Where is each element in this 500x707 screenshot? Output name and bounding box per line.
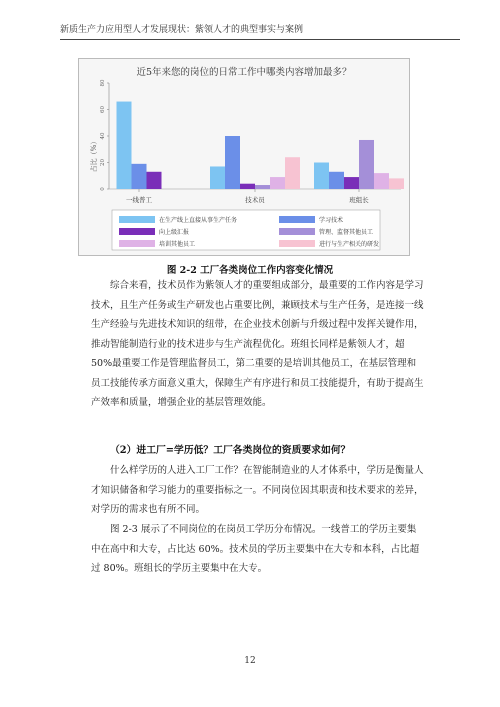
legend-label-5: 进行与生产相关的研发 — [319, 241, 380, 248]
x-tick-label: 班组长 — [349, 196, 369, 204]
y-tick-label: 0 — [100, 187, 106, 191]
bar-2-3 — [359, 140, 374, 189]
chart-title: 近5年来您的岗位的日常工作中哪类内容增加最多？ — [136, 67, 352, 78]
paragraph-2: 什么样学历的人进入工厂工作？在智能制造业的人才体系中，学历是衡量人才知识储备和学习能力的重要指标之一。不同岗位因其职责和技术要求的差异，对学历的需求也有所不同。 — [91, 465, 424, 515]
y-tick-label: 60 — [100, 106, 106, 113]
chart-panel — [78, 58, 410, 256]
bar-1-4 — [270, 177, 285, 189]
legend-swatch-2 — [119, 228, 155, 235]
y-tick-label: 80 — [100, 79, 106, 87]
legend-label-0: 在生产线上直接从事生产任务 — [159, 217, 238, 224]
legend-label-2: 向上级汇报 — [159, 229, 190, 236]
legend-label-3: 管理、监督其他员工 — [319, 229, 374, 236]
bar-2-1 — [329, 172, 344, 189]
legend-swatch-1 — [279, 216, 315, 223]
legend-swatch-4 — [119, 240, 155, 247]
bar-2-0 — [314, 163, 329, 190]
running-header: 新质生产力应用型人才发展现状：紫领人才的典型事实与案例 — [60, 22, 460, 40]
bar-2-2 — [344, 177, 359, 189]
bar-0-1 — [132, 164, 147, 189]
bar-1-1 — [225, 136, 240, 189]
bar-2-5 — [389, 178, 404, 189]
section-heading: （2）进工厂=学历低？工厂各类岗位的资质要求如何？ — [110, 445, 351, 456]
legend-swatch-0 — [119, 216, 155, 223]
page-number: 12 — [244, 656, 256, 666]
bar-0-2 — [147, 172, 162, 189]
bar-1-3 — [255, 185, 270, 189]
x-tick-label: 一线普工 — [126, 196, 152, 204]
bar-1-2 — [240, 184, 255, 189]
y-axis-label: 占比（%） — [90, 137, 98, 173]
bar-0-0 — [117, 102, 132, 189]
legend-swatch-5 — [279, 240, 315, 247]
y-tick-label: 20 — [100, 159, 106, 166]
legend-label-4: 培训其他员工 — [159, 241, 196, 248]
paragraph-3: 图 2-3 展示了不同岗位的在岗员工学历分布情况。一线普工的学历主要集中在高中和大专，占比达 60%。技术员的学历主要集中在大专和本科，占比超过 80%。班组长的学历主要集中在大专。 — [91, 524, 420, 574]
legend-swatch-3 — [279, 228, 315, 235]
figure-caption: 图 2-2 工厂各类岗位工作内容变化情况 — [166, 265, 334, 276]
bar-1-5 — [285, 157, 300, 189]
bar-1-0 — [210, 166, 225, 189]
y-tick-label: 40 — [100, 132, 106, 140]
legend-label-1: 学习技术 — [319, 217, 344, 224]
x-tick-label: 技术员 — [245, 196, 265, 204]
paragraph-1: 综合来看，技术员作为紫领人才的重要组成部分，最重要的工作内容是学习技术，且生产任务或生产研发也占重要比例，兼顾技术与生产任务，是连接一线生产经验与先进技术知识的纽带，在企业技术创新与升级过程中发挥关键作用，推动智能制造行业的技术进步与生产流程优化。班组长同样是紫领人才，超 50%最重要工作是管理监督员工，第二重要的是培训其他员工，在基层管理和员工技能传承方面意义重大，保障生产有序进行和员工技能提升，有助于提高生产效率和质量，增强企业的基层管理效能。 — [91, 280, 424, 408]
bar-chart — [79, 59, 409, 255]
bar-2-4 — [374, 173, 389, 189]
